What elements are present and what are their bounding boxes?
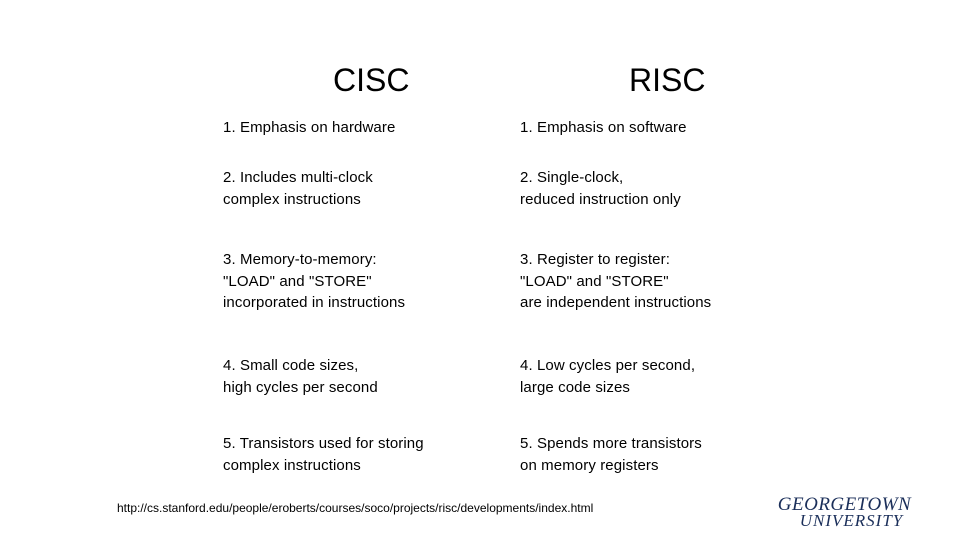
logo-line-1: GEORGETOWN [777, 494, 912, 515]
cisc-point-3-line-1: 3. Memory-to-memory: [223, 251, 377, 268]
cisc-point-4-line-1: 4. Small code sizes, [223, 357, 359, 374]
risc-point-5-line-1: 5. Spends more transistors [520, 435, 702, 452]
risc-point-4 [520, 355, 790, 398]
georgetown-university-logo [752, 496, 937, 530]
cisc-point-4-line-2: high cycles per second [223, 378, 378, 396]
risc-point-2 [520, 167, 790, 210]
logo-line-2: UNIVERSITY [799, 511, 904, 530]
cisc-heading: CISC [333, 62, 410, 98]
cisc-point-1-line-1: 1. Emphasis on hardware [223, 119, 396, 136]
risc-point-4-line-1: 4. Low cycles per second, [520, 357, 696, 374]
cisc-point-5-line-2: complex instructions [223, 456, 361, 474]
cisc-point-2-line-1: 2. Includes multi-clock [223, 169, 373, 186]
cisc-point-3 [223, 249, 493, 314]
risc-point-3 [520, 249, 790, 314]
cisc-point-2 [223, 167, 493, 210]
risc-point-3-line-1: 3. Register to register: [520, 251, 670, 268]
risc-point-3-line-2: "LOAD" and "STORE" [520, 272, 669, 290]
cisc-point-5-line-1: 5. Transistors used for storing [223, 435, 424, 452]
risc-point-5-line-2: on memory registers [520, 456, 659, 474]
cisc-point-3-line-3: incorporated in instructions [223, 294, 406, 311]
risc-point-1 [520, 117, 790, 139]
cisc-point-1 [223, 117, 493, 139]
risc-point-1-line-1: 1. Emphasis on software [520, 119, 687, 136]
risc-heading: RISC [629, 62, 706, 98]
cisc-point-5 [223, 433, 493, 476]
risc-point-4-line-2: large code sizes [520, 378, 630, 396]
risc-point-2-line-2: reduced instruction only [520, 190, 681, 208]
risc-point-5 [520, 433, 790, 476]
cisc-point-4 [223, 355, 493, 398]
source-link[interactable]: http://cs.stanford.edu/people/eroberts/courses/soco/projects/risc/developments/index.html [117, 501, 594, 515]
cisc-point-2-line-2: complex instructions [223, 190, 361, 208]
risc-point-3-line-3: are independent instructions [520, 294, 712, 311]
cisc-point-3-line-2: "LOAD" and "STORE" [223, 272, 372, 290]
risc-point-2-line-1: 2. Single-clock, [520, 169, 624, 186]
